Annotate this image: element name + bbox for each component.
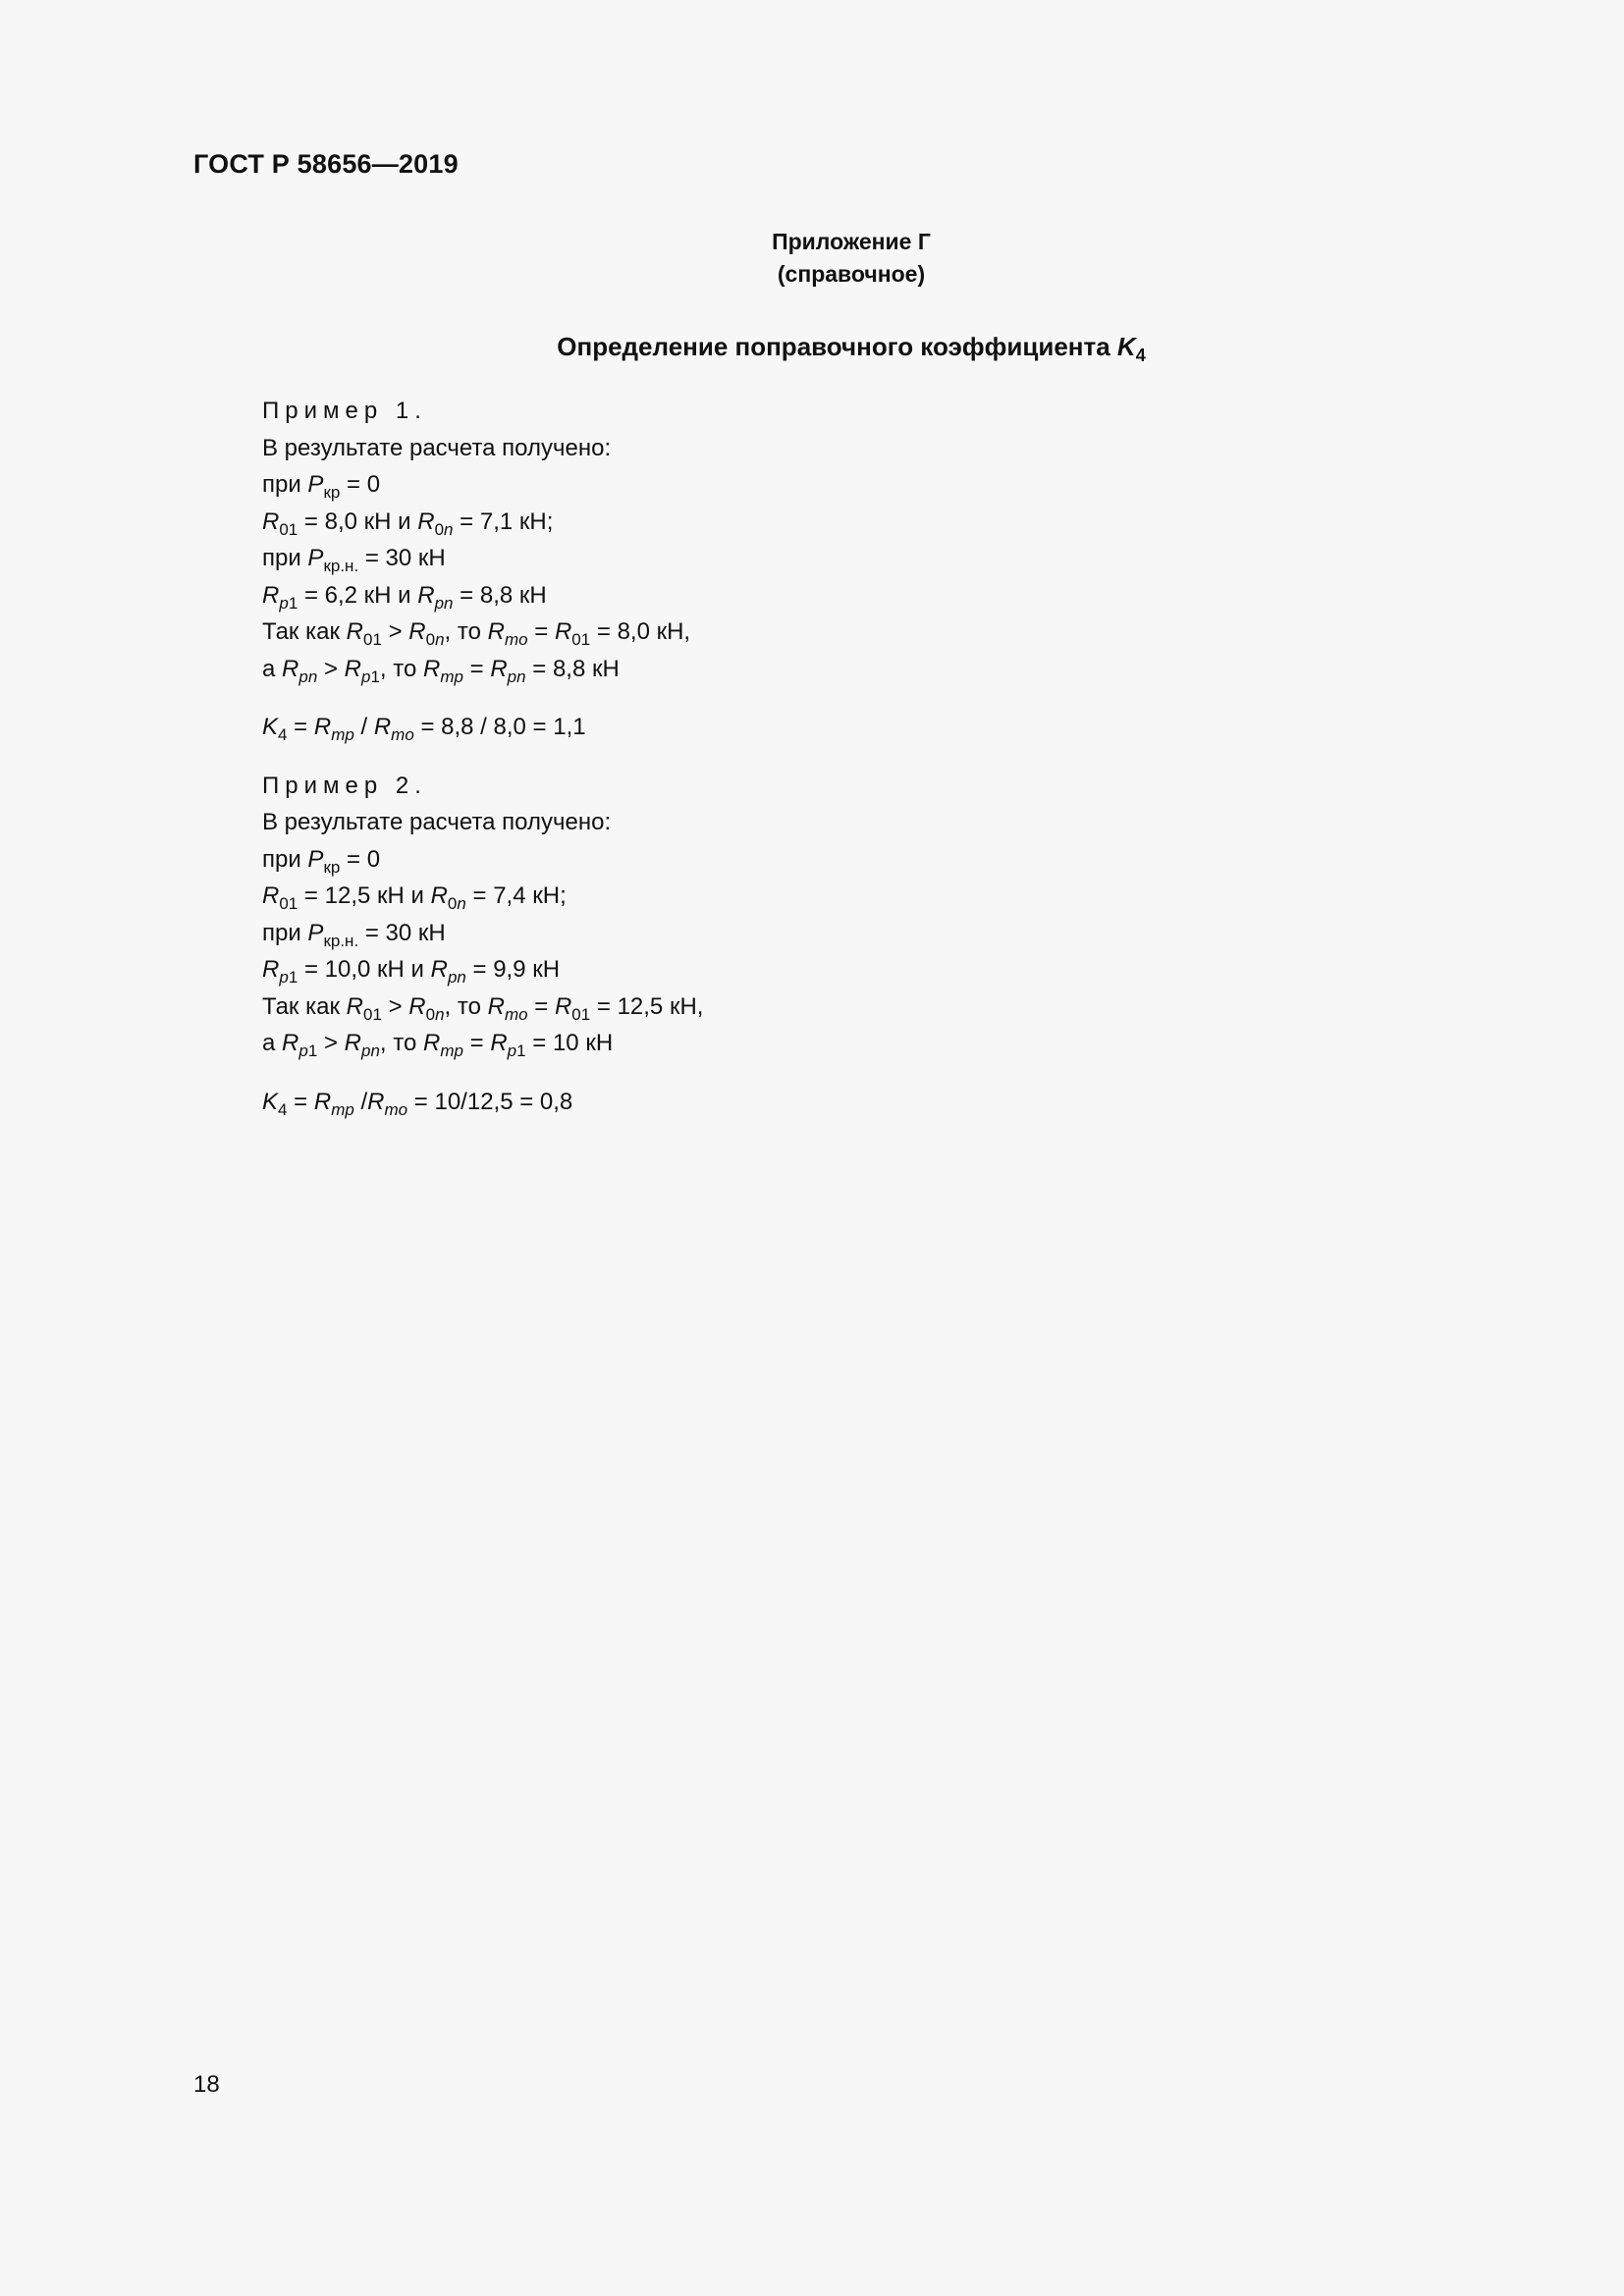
example-2-result: $K_4 = R_{mp}$ $/R_{mo} = 10/12,5 = 0,8$ [262, 1088, 573, 1119]
example-2-intro: В результате расчета получено: [262, 809, 612, 835]
section-title-text: Определение поправочного коэффициента [557, 332, 1117, 361]
section-title [0, 332, 1624, 366]
page-number: 18 [193, 2071, 220, 2098]
example-2-heading: Пример 2. [262, 772, 427, 799]
example-1-line-3: при $P_{кр.н.} = 30$ кН [262, 545, 446, 575]
example-1-intro: В результате расчета получено: [262, 434, 612, 461]
example-1-heading: Пример 1. [262, 398, 427, 424]
example-1-line-6: а $R_{pn} > R_{p1}$, то $R_{mp} = R_{pn} = 8,8$ кН [262, 655, 620, 686]
appendix-title: Приложение Г [772, 229, 931, 254]
example-2-line-5: Так как $R_{01} > R_{0n}$, то $R_{mo} = R_{01} = 12,5$ кН, [262, 992, 704, 1024]
appendix-type: (справочное) [777, 261, 926, 287]
examples-body [262, 393, 703, 1120]
section-title-symbol: $K_4$ [1116, 332, 1146, 365]
appendix-heading [0, 226, 1624, 291]
example-1-result: $K_4 = R_{mp} / R_{mo} = 8,8 / 8,0 = 1,1$ [262, 714, 586, 744]
example-2-line-6: а $R_{p1} > R_{pn}$, то $R_{mp} = R_{p1} = 10$ кН [262, 1030, 614, 1060]
example-2-line-2: $R_{01} = 12,5$ кН и $R_{0n} = 7,4$ кН; [262, 882, 567, 913]
example-1-line-5: Так как $R_{01} > R_{0n}$, то $R_{mo} = R_{01} = 8,0$ кН, [262, 618, 691, 649]
example-2-line-1: при $P_{кр} = 0$ [262, 845, 381, 877]
example-1-line-2: $R_{01} = 8,0$ кН и $R_{0n} = 7,1$ кН; [262, 507, 554, 539]
example-2-line-3: при $P_{кр.н.} = 30$ кН [262, 919, 446, 950]
example-2-line-4: $R_{p1} = 10,0$ кН и $R_{pn} = 9,9$ кН [262, 956, 561, 987]
example-1-line-4: $R_{p1} = 6,2$ кН и $R_{pn} = 8,8$ кН [262, 581, 547, 613]
document-code-header: ГОСТ Р 58656—2019 [193, 149, 459, 179]
example-1-line-1: при $P_{кр} = 0$ [262, 471, 381, 502]
